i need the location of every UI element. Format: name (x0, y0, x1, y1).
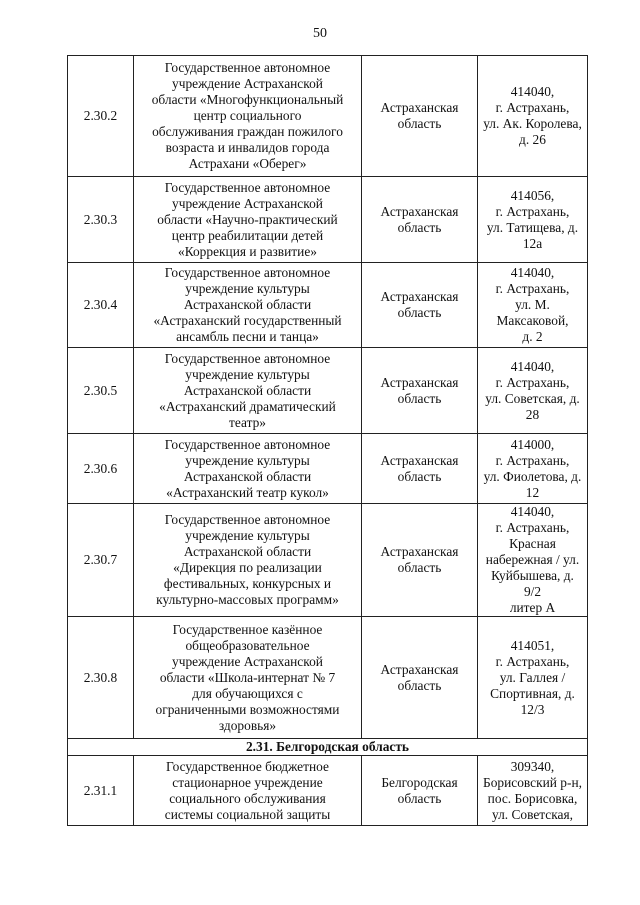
row-number-cell: 2.30.7 (68, 504, 134, 617)
section-title: 2.31. Белгородская область (68, 739, 588, 756)
institution-name-cell: Государственное автономное учреждение культуры Астраханской области «Дирекция по реализации фестивальных, конкурсных и культурно-массовых программ» (134, 504, 362, 617)
address-cell: 414040, г. Астрахань, ул. М. Максаковой, д. 2 (478, 263, 588, 348)
table-row (68, 504, 588, 617)
table-row (68, 56, 588, 177)
address-cell: 414051, г. Астрахань, ул. Галлея / Спортивная, д. 12/3 (478, 617, 588, 739)
table-row (68, 756, 588, 826)
row-number-cell: 2.30.8 (68, 617, 134, 739)
address-cell: 414040, г. Астрахань, Красная набережная / ул. Куйбышева, д. 9/2 литер А (478, 504, 588, 617)
region-cell: Астраханская область (362, 177, 478, 263)
region-cell: Астраханская область (362, 434, 478, 504)
address-cell: 414056, г. Астрахань, ул. Татищева, д. 12а (478, 177, 588, 263)
table-row (68, 434, 588, 504)
region-cell: Астраханская область (362, 617, 478, 739)
institution-name-cell: Государственное автономное учреждение Астраханской области «Многофункциональный центр социального обслуживания граждан пожилого возраста и инвалидов города Астрахани «Оберег» (134, 56, 362, 177)
row-number-cell: 2.30.6 (68, 434, 134, 504)
address-cell: 309340, Борисовский р-н, пос. Борисовка, ул. Советская, (478, 756, 588, 826)
region-cell: Белгородская область (362, 756, 478, 826)
institutions-table (67, 55, 588, 826)
table-row (68, 617, 588, 739)
institution-name-cell: Государственное автономное учреждение культуры Астраханской области «Астраханский драматический театр» (134, 348, 362, 434)
region-cell: Астраханская область (362, 263, 478, 348)
institution-name-cell: Государственное автономное учреждение культуры Астраханской области «Астраханский театр кукол» (134, 434, 362, 504)
address-cell: 414000, г. Астрахань, ул. Фиолетова, д. 12 (478, 434, 588, 504)
region-cell: Астраханская область (362, 348, 478, 434)
page-number: 50 (313, 26, 327, 41)
table-row (68, 348, 588, 434)
region-cell: Астраханская область (362, 56, 478, 177)
address-cell: 414040, г. Астрахань, ул. Ак. Королева, д. 26 (478, 56, 588, 177)
institution-name-cell: Государственное автономное учреждение культуры Астраханской области «Астраханский государственный ансамбль песни и танца» (134, 263, 362, 348)
table-row (68, 177, 588, 263)
row-number-cell: 2.31.1 (68, 756, 134, 826)
row-number-cell: 2.30.2 (68, 56, 134, 177)
section-header-row (68, 739, 588, 756)
institution-name-cell: Государственное бюджетное стационарное учреждение социального обслуживания системы социальной защиты (134, 756, 362, 826)
address-cell: 414040, г. Астрахань, ул. Советская, д. 28 (478, 348, 588, 434)
row-number-cell: 2.30.3 (68, 177, 134, 263)
institution-name-cell: Государственное автономное учреждение Астраханской области «Научно-практический центр реабилитации детей «Коррекция и развитие» (134, 177, 362, 263)
row-number-cell: 2.30.4 (68, 263, 134, 348)
row-number-cell: 2.30.5 (68, 348, 134, 434)
table-row (68, 263, 588, 348)
region-cell: Астраханская область (362, 504, 478, 617)
institution-name-cell: Государственное казённое общеобразовательное учреждение Астраханской области «Школа-интернат № 7 для обучающихся с ограниченными возможностями здоровья» (134, 617, 362, 739)
